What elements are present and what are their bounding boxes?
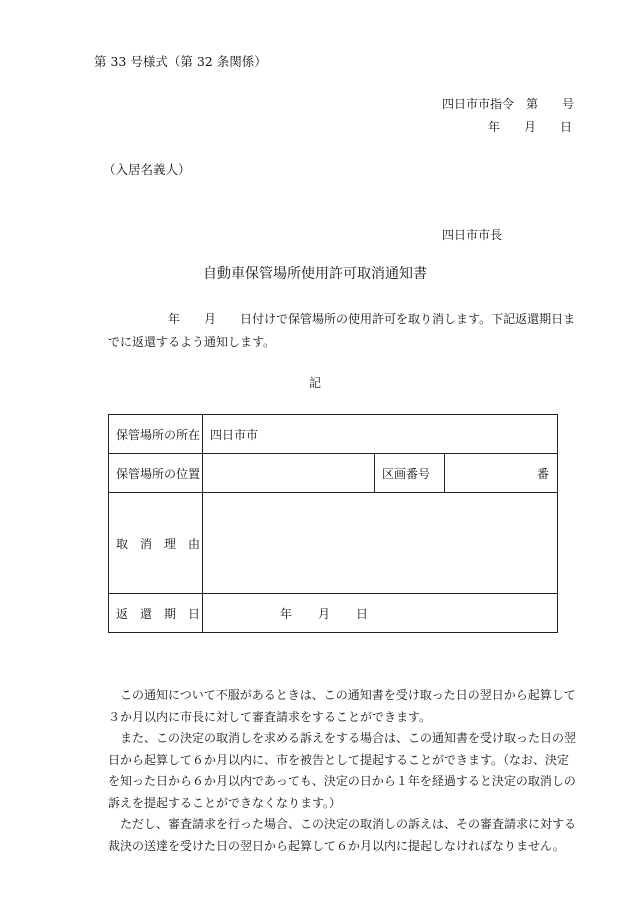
table-row [109,454,558,493]
document-date: 年 月 日 [488,120,573,134]
issuer: 四日市市長 [442,228,503,242]
note-paragraph: ただし、審査請求を行った場合、この決定の取消しの訴えは、その審査請求に対する裁決の送達を受けた日の翌日から起算して６か月以内に提起しなければなりません。 [108,817,577,853]
note-paragraph: また、この決定の取消しを求める訴えをする場合は、この通知書を受け取った日の翌日から起算して６か月以内に、市を被告として提起することができます。（なお、決定を知った日から６か月以内であっても、決定の日から１年を経過すると決定の取消しの訴えを提起することができなくなります。） [108,731,577,810]
form-number: 第 33 号様式（第 32 条関係） [94,54,267,69]
notice-body [108,308,578,354]
body-year: 年 [168,312,181,326]
table-row [109,415,558,454]
return-date-label: 返 還 期 日 [109,594,203,633]
body-month: 月 [204,312,217,326]
section-number: 番 [445,454,558,493]
document-title: 自動車保管場所使用許可取消通知書 [203,266,427,282]
position-label: 保管場所の位置 [109,454,203,493]
position-value [203,454,375,493]
reason-value [203,493,558,594]
recipient-name: （入居名義人） [103,162,191,177]
reason-label: 取 消 理 由 [109,493,203,594]
return-day: 日 [356,606,369,621]
document-number: 四日市市指令 第 号 [442,97,575,111]
table-row [109,594,558,633]
ki-heading: 記 [308,376,321,390]
location-label: 保管場所の所在 [109,415,203,454]
location-value: 四日市市 [203,415,558,454]
appeal-notes [108,685,578,857]
section-label: 区画番号 [375,454,445,493]
table-row [109,493,558,594]
permit-info-table [108,414,558,633]
return-date-value [203,594,558,633]
return-year: 年 [280,606,293,621]
body-text: 日付けで保管場所の使用許可を取り消します。下記返還期日までに返還するよう通知します。 [108,312,576,349]
return-month: 月 [318,606,331,621]
note-paragraph: この通知について不服があるときは、この通知書を受け取った日の翌日から起算して３か月以内に市長に対して審査請求をすることができます。 [108,688,576,724]
